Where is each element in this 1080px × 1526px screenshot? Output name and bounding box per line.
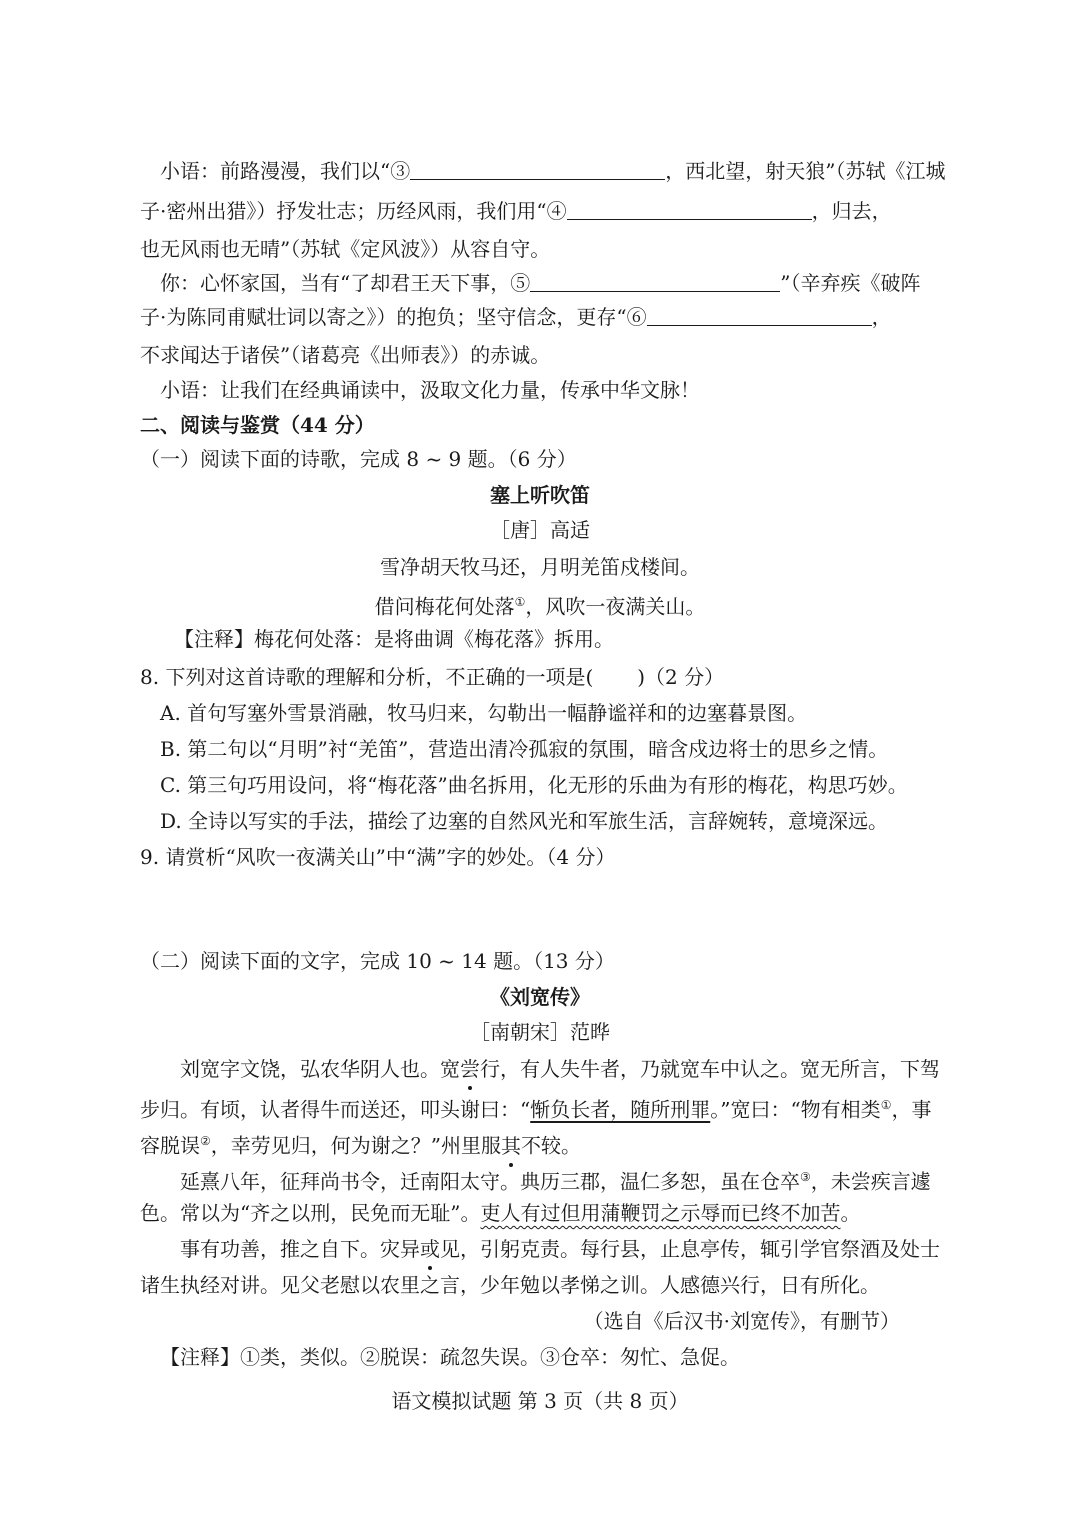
poem-title: 塞上听吹笛 <box>490 483 590 507</box>
fill-line-3: 也无风雨也无晴”（苏轼《定风波》）从容自守。 <box>140 237 551 261</box>
poem-line-1: 雪净胡天牧马还，月明羌笛戍楼间。 <box>380 555 700 579</box>
passage-line-2: 步归。有顷，认者得牛而送还，叩头谢曰：“惭负长者，随所刑罪。”宽曰：“物有相类①，事 <box>140 1097 932 1122</box>
fill-line-7: 小语：让我们在经典诵读中，汲取文化力量，传承中华文脉！ <box>160 378 700 402</box>
passage-source: （选自《后汉书·刘宽传》，有删节） <box>583 1309 900 1333</box>
question-8: 8. 下列对这首诗歌的理解和分析，不正确的一项是( )（2 分） <box>140 665 725 689</box>
passage-line-1: 刘宽字文饶，弘农华阴人也。宽尝行，有人失牛者，乃就宽车中认之。宽无所言，下驾 <box>180 1052 940 1086</box>
section-heading: 二、阅读与鉴赏（44 分） <box>140 413 375 437</box>
dotted-word: 其 <box>501 1129 521 1163</box>
option-a: A. 首句写塞外雪景消融，牧马归来，勾勒出一幅静谧祥和的边塞暮景图。 <box>160 701 808 725</box>
blank-6[interactable] <box>647 305 872 326</box>
passage-title: 《刘宽传》 <box>490 985 590 1009</box>
part1-heading: （一）阅读下面的诗歌，完成 8 ~ 9 题。（6 分） <box>140 447 577 471</box>
passage-author: ［南朝宋］范晔 <box>470 1020 610 1044</box>
passage-line-6: 事有功善，推之自下。灾异或见，引躬克责。每行县，止息亭传，辄引学官祭酒及处士 <box>180 1232 940 1266</box>
blank-3[interactable] <box>410 159 665 180</box>
part2-heading: （二）阅读下面的文字，完成 10 ~ 14 题。（13 分） <box>140 949 615 973</box>
option-b: B. 第二句以“月明”衬“羌笛”，营造出清冷孤寂的氛围，暗含戍边将士的思乡之情。 <box>160 737 889 761</box>
blank-4[interactable] <box>567 199 812 220</box>
page-footer: 语文模拟试题 第 3 页（共 8 页） <box>391 1389 689 1413</box>
option-c: C. 第三句巧用设问，将“梅花落”曲名拆用，化无形的乐曲为有形的梅花，构思巧妙。 <box>160 773 908 797</box>
fill-line-1: 小语：前路漫漫，我们以“③ ，西北望，射天狼”（苏轼《江城 <box>160 159 946 183</box>
fill-line-4: 你：心怀家国，当有“了却君王天下事，⑤ ”（辛弃疾《破阵 <box>160 271 921 295</box>
wavy-underlined-sentence: 吏人有过但用蒲鞭罚之示辱而已终不加苦 <box>480 1201 841 1225</box>
passage-line-3: 容脱误②，幸劳见归，何为谢之？”州里服其不较。 <box>140 1124 581 1163</box>
fill-line-6: 不求闻达于诸侯”（诸葛亮《出师表》）的赤诚。 <box>140 343 551 367</box>
fill-line-5: 子·为陈同甫赋壮词以寄之》）的抱负；坚守信念，更存“⑥ ， <box>140 305 892 329</box>
poem-annotation: 【注释】梅花何处落：是将曲调《梅花落》拆用。 <box>174 627 614 651</box>
question-9: 9. 请赏析“风吹一夜满关山”中“满”字的妙处。（4 分） <box>140 845 616 869</box>
option-d: D. 全诗以写实的手法，描绘了边塞的自然风光和军旅生活，言辞婉转，意境深远。 <box>160 809 889 833</box>
passage-line-5: 色。常以为“齐之以刑，民免而无耻”。吏人有过但用蒲鞭罚之示辱而已终不加苦。 <box>140 1201 861 1225</box>
passage-line-4: 延熹八年，征拜尚书令，迁南阳太守。典历三郡，温仁多恕，虽在仓卒③，未尝疾言遽 <box>180 1169 931 1194</box>
passage-line-7: 诸生执经对讲。见父老慰以农里之言，少年勉以孝悌之训。人感德兴行，日有所化。 <box>140 1273 880 1297</box>
poem-author: ［唐］高适 <box>490 518 590 542</box>
fill-line-2: 子·密州出猎》）抒发壮志；历经风雨，我们用“④ ，归去， <box>140 199 892 223</box>
passage-notes: 【注释】①类，类似。②脱误：疏忽失误。③仓卒：匆忙、急促。 <box>160 1345 740 1369</box>
blank-5[interactable] <box>530 271 780 292</box>
dotted-word: 尝 <box>460 1052 480 1086</box>
poem-line-2: 借问梅花何处落①，风吹一夜满关山。 <box>374 594 706 619</box>
dotted-word: 或 <box>420 1232 440 1266</box>
underlined-sentence: 惭负长者，随所刑罪 <box>530 1097 711 1122</box>
